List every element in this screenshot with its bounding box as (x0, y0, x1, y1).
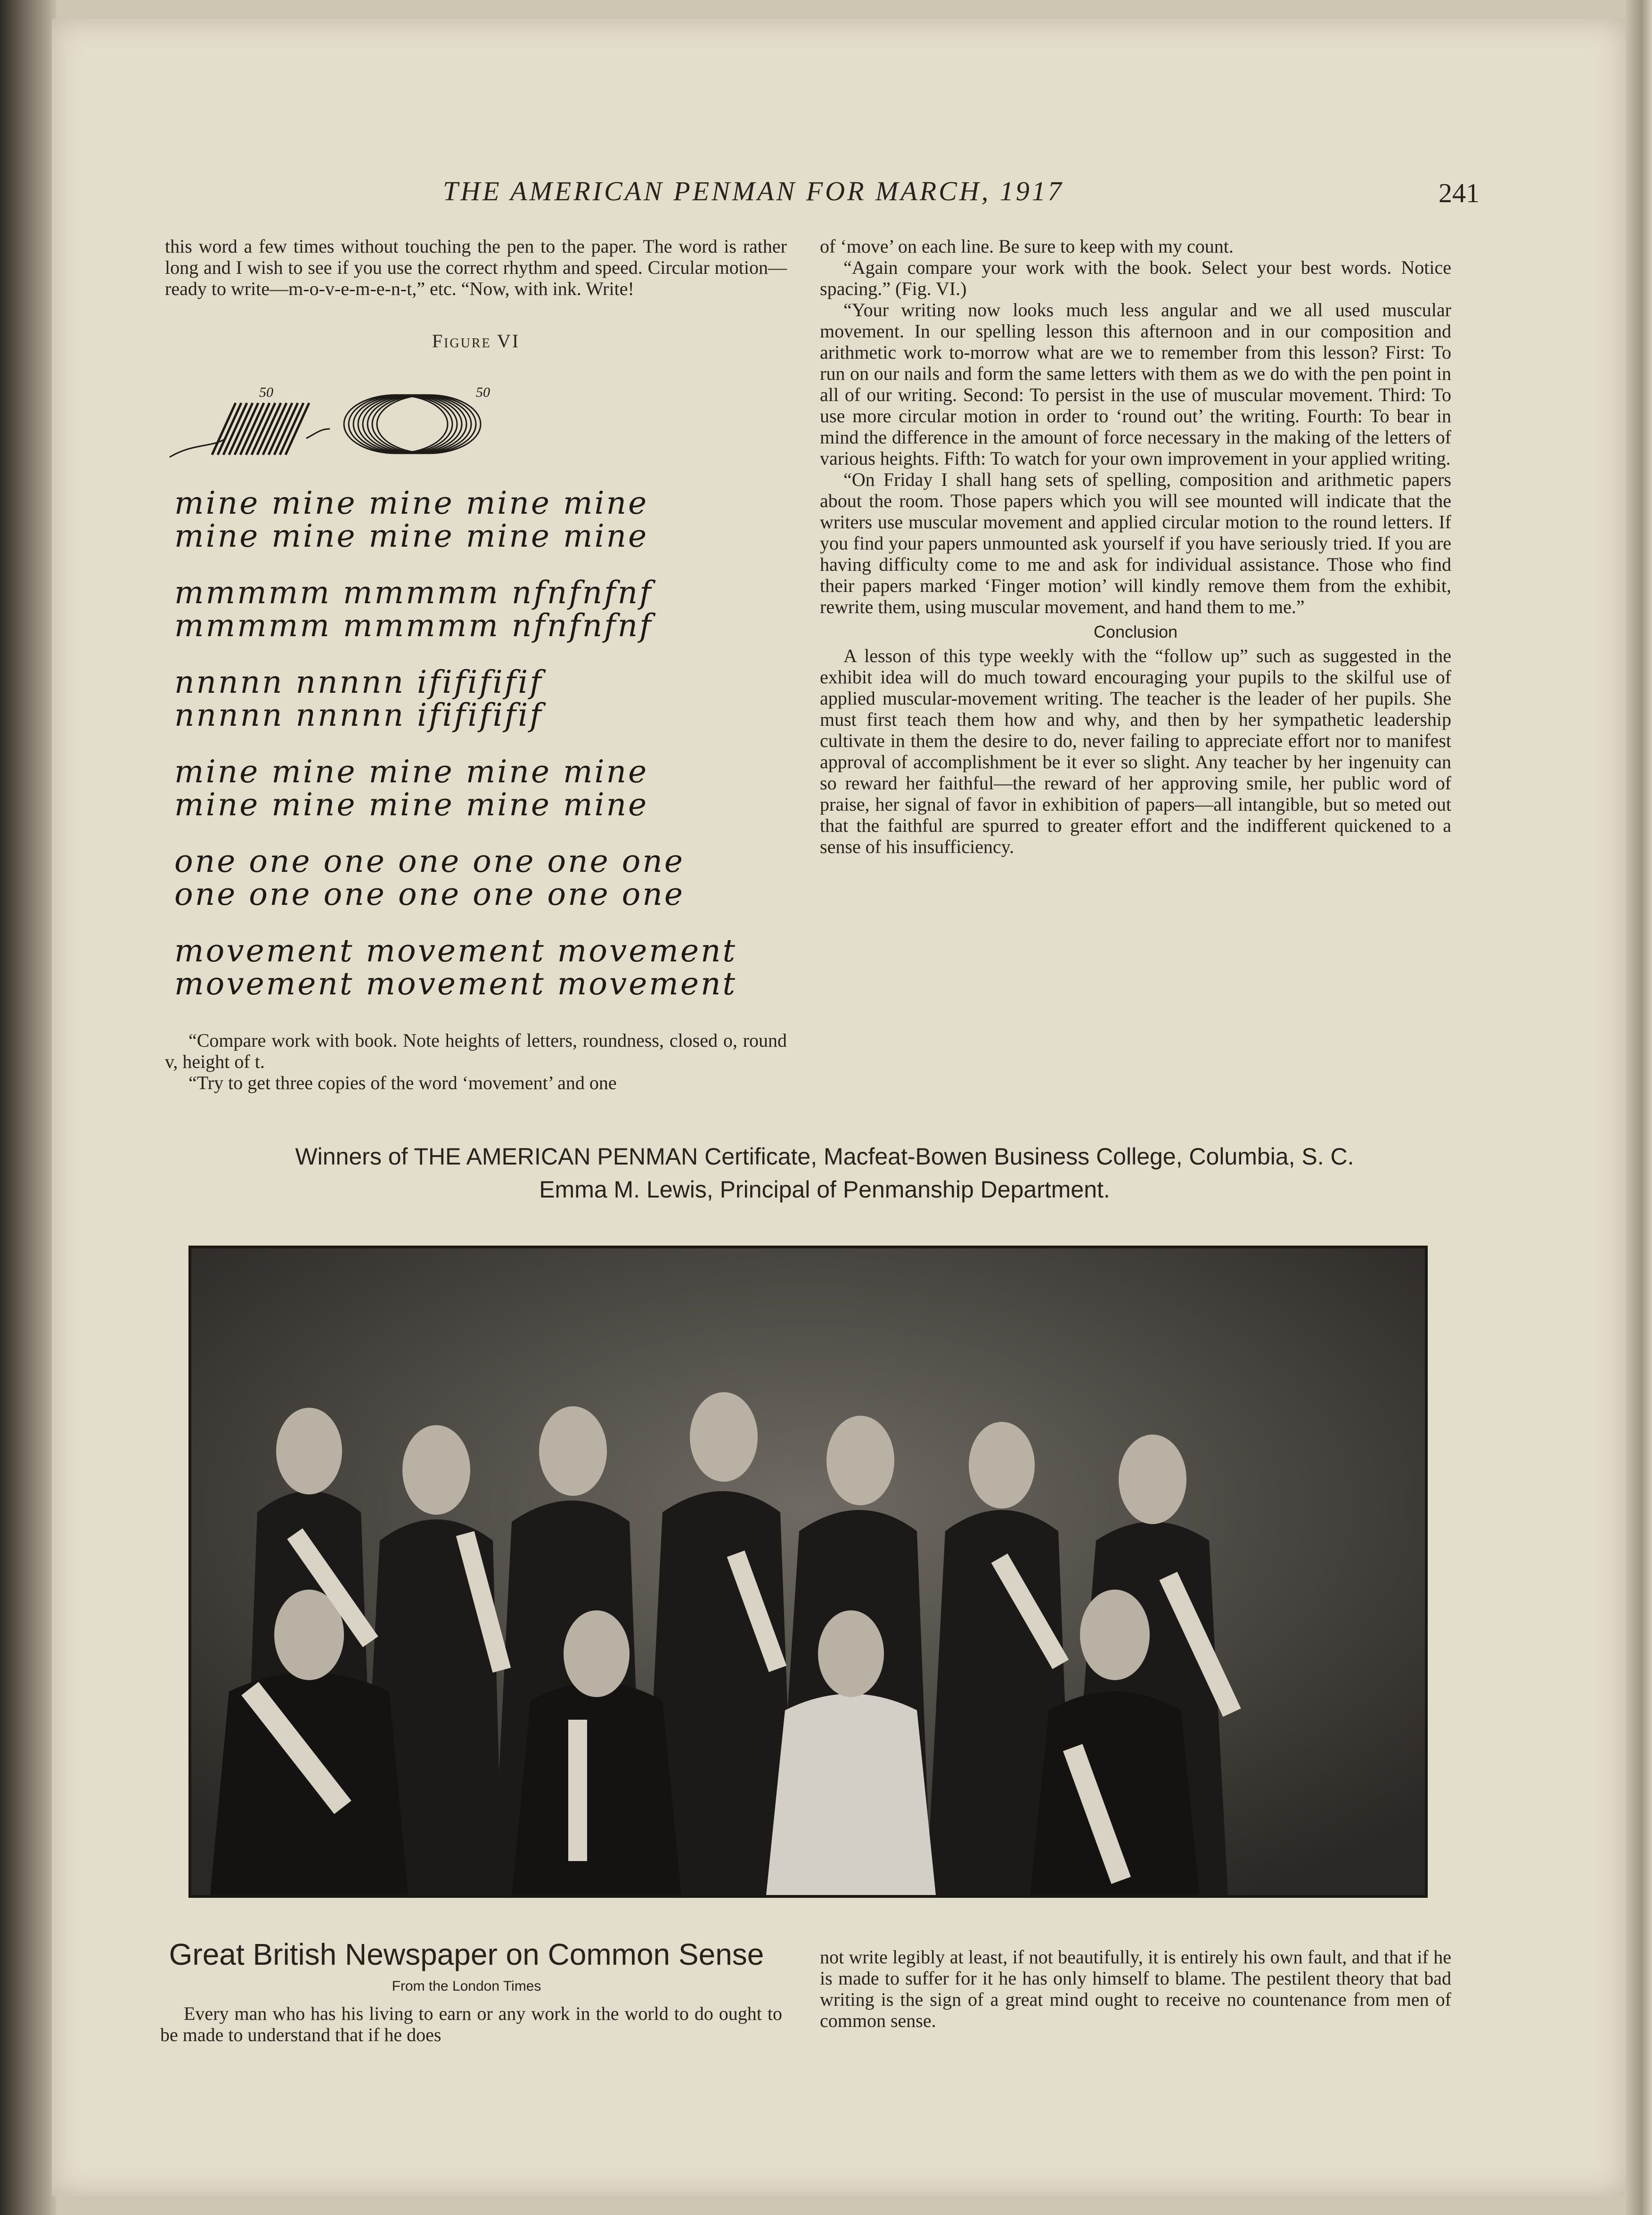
conclusion-heading: Conclusion (1093, 622, 1178, 641)
push-pull-exercise (170, 403, 330, 457)
group-photograph (188, 1246, 1428, 1898)
article-right-paragraph: not write legibly at least, if not beautifully, it is entirely his own fault, and that if he is made to suffer for it he has only himself to blame. The pestilent theory that bad writing is the sign of a great mind ought to receive no countenance from men of common sense. (820, 1946, 1451, 2031)
book-spine-shadow (0, 0, 57, 2215)
oval-exercise (344, 395, 481, 453)
photo-caption-line-2: Emma M. Lewis, Principal of Penmanship Department. (539, 1176, 1110, 1203)
handwriting-specimen-figure (165, 358, 787, 1018)
specimen-row: movement movement movement (174, 966, 737, 1002)
specimen-row: one one one one one one one (174, 843, 685, 879)
left-bottom-paragraph: “Try to get three copies of the word ‘movement’ and one (188, 1072, 617, 1093)
left-top-paragraph: this word a few times without touching the pen to the paper. The word is rather long and I wish to see if you use the correct rhythm and speed. Circular motion—ready to write—m-o-v-e-m-e-n-t,” etc. “Now, with ink. Write! (165, 236, 787, 299)
specimen-row: nnnnn nnnnn ififififif (174, 664, 543, 700)
specimen-row: mine mine mine mine mine (174, 754, 649, 790)
left-bottom-paragraph: “Compare work with book. Note heights of letters, roundness, closed o, round v, height of t. (165, 1030, 787, 1072)
photograph-illustration (191, 1248, 1425, 1895)
right-column (820, 236, 1451, 857)
page-number: 241 (1439, 178, 1480, 208)
article-right-column (820, 1946, 1451, 2031)
specimen-row: nnnnn nnnnn ififififif (174, 697, 543, 733)
count-mark-1: 50 (259, 385, 273, 400)
specimen-row: one one one one one one one (174, 876, 685, 912)
right-paragraph: of ‘move’ on each line. Be sure to keep with my count. (820, 236, 1234, 257)
right-paragraph: “Your writing now looks much less angular and we all used muscular movement. In our spelling lesson this afternoon and in our composition and arithmetic work to-morrow what are we to remember from this lesson? First: To run on our nails and form the same letters with them as we do with the pen point in all of our writing. Second: To persist in the use of muscular movement. Third: To use more circular motion in order to ‘round out’ the writing. Fourth: To bear in mind the difference in the amount of force necessary in the making of the letters of various heights. Fifth: To watch for your own improvement in your applied writing. (820, 299, 1451, 469)
left-column-bottom (165, 1030, 787, 1093)
article-left-column (160, 2003, 782, 2045)
running-head: THE AMERICAN PENMAN FOR MARCH, 1917 (443, 176, 1064, 206)
specimen-row: movement movement movement (174, 933, 737, 969)
page-edge (1626, 0, 1652, 2215)
conclusion-paragraph: A lesson of this type weekly with the “follow up” such as suggested in the exhibit idea will do much toward encouraging your pupils to the skilful use of applied muscular-movement writing. The teacher is the leader of her pupils. She must first teach them how and why, and then by her sympathetic leadership cultivate in them the desire to do, never failing to appreciate effort nor to manifest approval of accomplishment be it ever so slight. Any teacher by her ingenuity can so reward her faithful—the reward of her approving smile, her public word of praise, her signal of favor in exhibition of papers—all intangible, but so meted out that the faithful are spurred to greater effort and the indifferent quickened to a sense of his insufficiency. (820, 645, 1451, 857)
specimen-row: mmmmm mmmmm nfnfnfnf (174, 607, 653, 644)
count-mark-2: 50 (476, 385, 490, 400)
page-header (160, 175, 1480, 213)
specimen-row: mine mine mine mine mine (174, 485, 649, 521)
right-paragraph: “On Friday I shall hang sets of spelling, composition and arithmetic papers about the room. Those papers which you will see mounted will indicate that the writers use muscular movement and applied circular motion to the round letters. If you find your papers unmounted ask yourself if you have seriously tried. If you are having difficulty come to me and ask for individual assistance. Those who find their papers marked ‘Finger motion’ will kindly remove them from the exhibit, rewrite them, using muscular movement, and hand them to me.” (820, 469, 1451, 617)
specimen-row: mine mine mine mine mine (174, 518, 649, 554)
figure-caption: Figure VI (432, 330, 520, 352)
article-title: Great British Newspaper on Common Sense (169, 1937, 764, 1971)
article-source: From the London Times (392, 1978, 541, 1994)
photo-caption-line-1: Winners of THE AMERICAN PENMAN Certificate, Macfeat-Bowen Business College, Columbia, S. C. (295, 1143, 1354, 1170)
right-paragraph: “Again compare your work with the book. Select your best words. Notice spacing.” (Fig. VI.) (820, 257, 1451, 299)
article-left-paragraph: Every man who has his living to earn or any work in the world to do ought to be made to understand that if he does (160, 2003, 782, 2045)
specimen-row: mine mine mine mine mine (174, 787, 649, 823)
left-column-top (165, 236, 787, 299)
specimen-row: mmmmm mmmmm nfnfnfnf (174, 574, 653, 611)
